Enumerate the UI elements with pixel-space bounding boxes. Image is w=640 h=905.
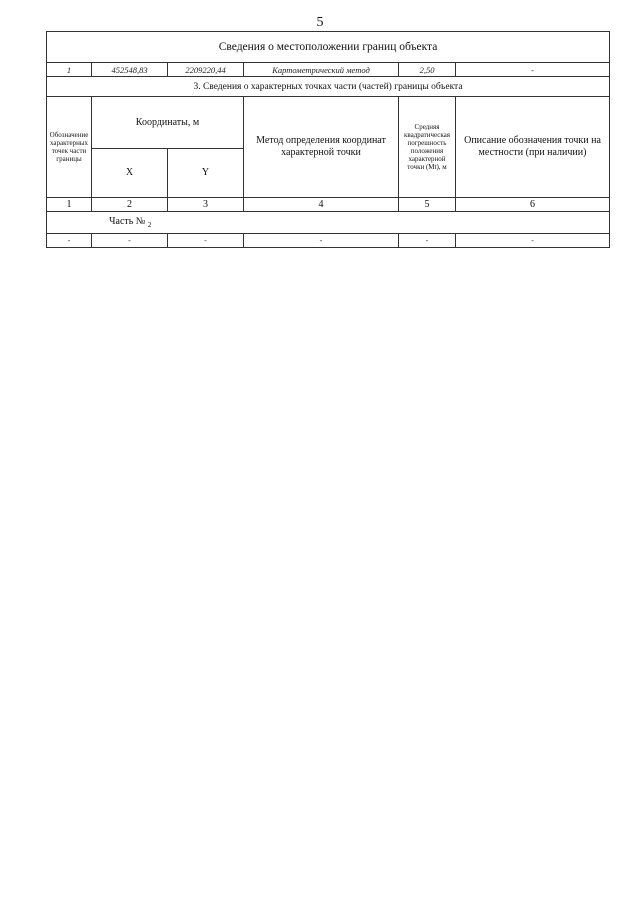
empty-cell: - — [92, 234, 168, 248]
column-number-row — [47, 198, 610, 212]
header-accuracy: Средняя квадратическая погрешность положения характерной точки (Mt), м — [399, 97, 456, 198]
empty-cell: - — [456, 234, 610, 248]
header-method: Метод определения координат характерной точки — [244, 97, 399, 198]
point-number-cell: 1 — [47, 63, 92, 77]
part-number: 2 — [147, 221, 152, 229]
header-point-designation: Обозначение характерных точек части границы — [47, 97, 92, 198]
column-number: 6 — [456, 198, 610, 212]
empty-cell: - — [168, 234, 244, 248]
header-row — [47, 97, 610, 149]
table-row — [47, 63, 610, 77]
section-heading-row — [47, 77, 610, 97]
y-cell: 2209220,44 — [168, 63, 244, 77]
empty-cell: - — [244, 234, 399, 248]
part-label: Часть № — [109, 216, 146, 227]
column-number: 5 — [399, 198, 456, 212]
boundary-table — [46, 31, 610, 248]
table-title-row — [47, 32, 610, 63]
column-number: 1 — [47, 198, 92, 212]
accuracy-cell: 2,50 — [399, 63, 456, 77]
header-y: Y — [168, 149, 244, 198]
column-number: 3 — [168, 198, 244, 212]
page-number: 5 — [316, 15, 324, 30]
part-row — [47, 212, 610, 234]
header-description: Описание обозначения точки на местности (при наличии) — [456, 97, 610, 198]
section-3-title: 3. Сведения о характерных точках части (частей) границы объекта — [47, 77, 610, 97]
section-title: Сведения о местоположении границ объекта — [47, 32, 610, 63]
column-number: 2 — [92, 198, 168, 212]
method-cell: Картометрический метод — [244, 63, 399, 77]
column-number: 4 — [244, 198, 399, 212]
x-cell: 452548,83 — [92, 63, 168, 77]
table-row — [47, 234, 610, 248]
header-coordinates: Координаты, м — [92, 97, 244, 149]
empty-cell: - — [47, 234, 92, 248]
description-cell: - — [456, 63, 610, 77]
part-label-cell — [47, 212, 610, 234]
empty-cell: - — [399, 234, 456, 248]
header-x: X — [92, 149, 168, 198]
